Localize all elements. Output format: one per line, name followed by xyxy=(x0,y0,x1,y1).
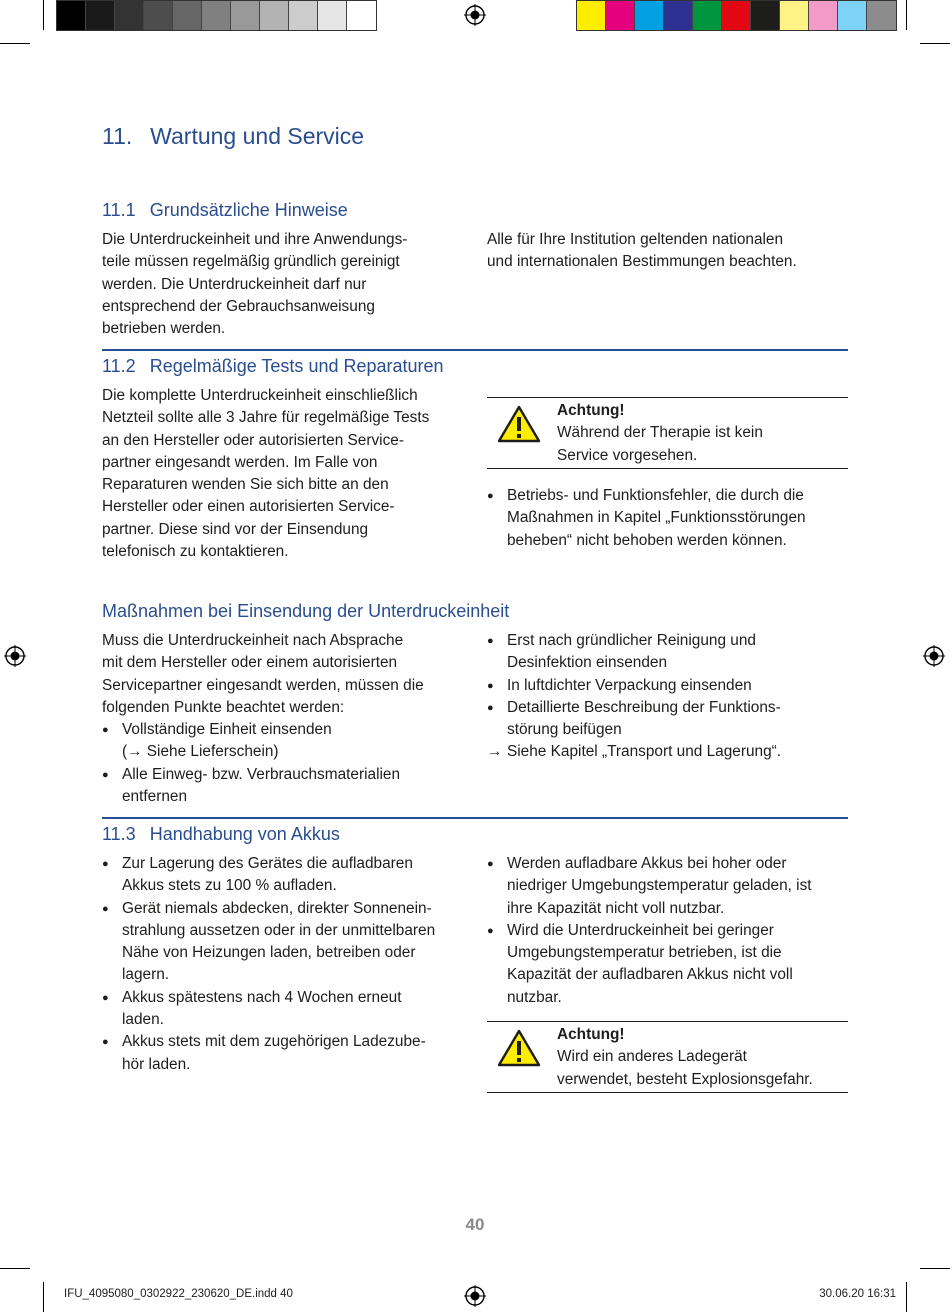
text-line: Nähe von Heizungen laden, betreiben oder xyxy=(122,944,416,962)
color-swatch xyxy=(318,1,347,30)
warning-title: Achtung! xyxy=(557,1026,625,1043)
text-line: verwendet, besteht Explosionsgefahr. xyxy=(557,1070,813,1088)
slug-timestamp: 30.06.20 16:31 xyxy=(819,1288,896,1300)
text-line: ● Akkus stets mit dem zugehörigen Ladezube- xyxy=(122,1033,426,1051)
text-line: und internationalen Bestimmungen beachten. xyxy=(487,253,797,271)
registration-mark-icon xyxy=(4,645,26,667)
section-11-1-right-text xyxy=(487,229,848,274)
color-swatch xyxy=(57,1,86,30)
crop-mark xyxy=(43,1282,44,1312)
text-line: ihre Kapazität nicht voll nutzbar. xyxy=(507,899,725,917)
warning-box xyxy=(487,1021,848,1093)
section-divider xyxy=(102,817,848,819)
list-item xyxy=(487,675,848,697)
color-swatch xyxy=(144,1,173,30)
color-swatch xyxy=(606,1,635,30)
text-line: Umgebungstemperatur betrieben, ist die xyxy=(507,944,782,962)
color-swatch xyxy=(693,1,722,30)
gray-color-bar xyxy=(56,0,377,31)
section-divider xyxy=(102,349,848,351)
registration-mark-icon xyxy=(464,4,486,26)
text-line: Die Unterdruckeinheit und ihre Anwendungs- xyxy=(102,231,408,248)
list-item xyxy=(102,764,477,809)
color-swatch xyxy=(260,1,289,30)
text-line: Alle für Ihre Institution geltenden nationalen xyxy=(487,231,784,248)
color-swatch xyxy=(809,1,838,30)
color-swatch xyxy=(780,1,809,30)
section-heading-11-2: 11.2 Regelmäßige Tests und Reparaturen xyxy=(102,356,444,376)
text-line: telefonisch zu kontaktieren. xyxy=(102,543,289,561)
crop-mark xyxy=(43,0,44,30)
crop-mark xyxy=(920,43,950,44)
list-item xyxy=(102,853,477,898)
crop-mark xyxy=(0,43,30,44)
list-item xyxy=(487,697,848,742)
einsendung-right-bullet-list xyxy=(487,630,848,741)
section-11-2-left-text xyxy=(102,385,477,563)
color-swatch xyxy=(231,1,260,30)
chapter-title: 11. Wartung und Service xyxy=(102,123,365,149)
text-line: Während der Therapie ist kein xyxy=(557,424,763,442)
text-line: ● Akkus spätestens nach 4 Wochen erneut xyxy=(122,988,402,1006)
einsendung-left-column xyxy=(102,630,477,808)
color-swatch xyxy=(722,1,751,30)
text-line: Wird ein anderes Ladegerät xyxy=(557,1048,747,1066)
color-swatch xyxy=(347,1,376,30)
section-heading-11-1: 11.1 Grundsätzliche Hinweise xyxy=(102,200,348,220)
text-line: Muss die Unterdruckeinheit nach Absprache xyxy=(102,632,404,649)
text-line: ● Gerät niemals abdecken, direkter Sonnenein- xyxy=(122,899,432,917)
text-line: teile müssen regelmäßig gründlich gereinigt xyxy=(102,253,400,271)
text-line: Hersteller oder einen autorisierten Service- xyxy=(102,498,395,516)
text-line: betrieben werden. xyxy=(102,320,226,338)
section-heading-11-3: 11.3 Handhabung von Akkus xyxy=(102,824,340,844)
text-line: strahlung aussetzen oder in der unmittelbaren xyxy=(122,921,436,939)
list-item xyxy=(487,920,848,1009)
text-line: ● Zur Lagerung des Gerätes die aufladbaren xyxy=(122,855,413,872)
text-line: ● Wird die Unterdruckeinheit bei geringer xyxy=(507,921,774,939)
text-line: ● Alle Einweg- bzw. Verbrauchsmaterialien xyxy=(122,765,401,783)
text-line: entfernen xyxy=(122,788,188,806)
list-item xyxy=(102,898,477,987)
crop-mark xyxy=(906,0,907,30)
arrow-right-icon: → xyxy=(487,743,503,761)
text-line: ● Detaillierte Beschreibung der Funktions- xyxy=(507,698,781,716)
crop-mark xyxy=(920,1268,950,1269)
text-line: ● In luftdichter Verpackung einsenden xyxy=(507,676,752,694)
text-line: ● Betriebs- und Funktionsfehler, die durch die xyxy=(507,487,804,504)
text-line: Die komplette Unterdruckeinheit einschließlich xyxy=(102,387,418,404)
warning-text xyxy=(557,400,847,467)
text-line: beheben“ nicht behoben werden können. xyxy=(507,531,787,549)
list-item xyxy=(102,987,477,1032)
section-11-3-right-bullet-list xyxy=(487,853,848,1009)
subsection-heading-einsendung: Maßnahmen bei Einsendung der Unterdruckeinheit xyxy=(102,601,510,621)
text-line: Servicepartner eingesandt werden, müssen die xyxy=(102,676,424,694)
slug-filename: IFU_4095080_0302922_230620_DE.indd 40 xyxy=(64,1288,293,1300)
text-line: ● Werden aufladbare Akkus bei hoher oder xyxy=(507,855,787,872)
warning-triangle-icon xyxy=(497,1028,541,1068)
color-swatch xyxy=(202,1,231,30)
text-line: Netzteil sollte alle 3 Jahre für regelmäßige Tests xyxy=(102,409,430,427)
warning-triangle-icon xyxy=(497,404,541,444)
registration-mark-icon xyxy=(923,645,945,667)
text-line: störung beifügen xyxy=(507,721,622,739)
section-11-2-bullet-list xyxy=(487,485,848,552)
text-line: Reparaturen wenden Sie sich bitte an den xyxy=(102,476,389,494)
text-line: ● Vollständige Einheit einsenden xyxy=(122,721,332,739)
einsendung-left-bullet-list xyxy=(102,719,477,808)
text-line: (→ Siehe Lieferschein) xyxy=(122,743,279,761)
text-line: laden. xyxy=(122,1011,164,1029)
text-line: an den Hersteller oder autorisierten Service- xyxy=(102,431,404,449)
text-line: folgenden Punkte beachtet werden: xyxy=(102,698,345,716)
crop-mark xyxy=(906,1282,907,1312)
color-swatch xyxy=(838,1,867,30)
color-swatch xyxy=(577,1,606,30)
list-item xyxy=(487,485,848,552)
text-line: lagern. xyxy=(122,966,170,984)
color-swatch xyxy=(664,1,693,30)
color-swatch xyxy=(751,1,780,30)
color-swatch xyxy=(635,1,664,30)
section-11-3-left-bullet-list xyxy=(102,853,477,1076)
text-line: hör laden. xyxy=(122,1055,191,1073)
section-11-1-left-text xyxy=(102,229,472,340)
text-line: Maßnahmen in Kapitel „Funktionsstörungen xyxy=(507,509,806,527)
color-swatch xyxy=(173,1,202,30)
color-swatch xyxy=(867,1,896,30)
page-number: 40 xyxy=(465,1215,485,1234)
list-item xyxy=(487,630,848,675)
list-item xyxy=(102,1031,477,1076)
color-swatch xyxy=(86,1,115,30)
warning-text xyxy=(557,1024,847,1091)
warning-title: Achtung! xyxy=(557,402,625,419)
text-line: Service vorgesehen. xyxy=(557,446,698,464)
warning-box xyxy=(487,397,848,469)
crop-mark xyxy=(0,1268,30,1269)
color-swatch xyxy=(115,1,144,30)
text-line: Kapazität der aufladbaren Akkus nicht voll xyxy=(507,966,793,984)
process-color-bar xyxy=(576,0,897,31)
text-line: niedriger Umgebungstemperatur geladen, ist xyxy=(507,877,812,895)
text-line: ● Erst nach gründlicher Reinigung und xyxy=(507,632,756,649)
cross-reference xyxy=(487,741,848,763)
text-line: mit dem Hersteller oder einem autorisierten xyxy=(102,654,398,672)
text-line: Akkus stets zu 100 % aufladen. xyxy=(122,877,337,895)
cross-reference-text: Siehe Kapitel „Transport und Lagerung“. xyxy=(507,743,782,761)
text-line: partner. Diese sind vor der Einsendung xyxy=(102,520,369,538)
text-line: partner eingesandt werden. Im Falle von xyxy=(102,453,378,471)
text-line: werden. Die Unterdruckeinheit darf nur xyxy=(102,275,367,293)
list-item xyxy=(102,719,477,764)
text-line: nutzbar. xyxy=(507,988,562,1006)
text-line: Desinfektion einsenden xyxy=(507,654,668,672)
registration-mark-icon xyxy=(464,1285,486,1307)
einsendung-right-column xyxy=(487,630,848,764)
list-item xyxy=(487,853,848,920)
text-line: entsprechend der Gebrauchsanweisung xyxy=(102,297,375,315)
color-swatch xyxy=(289,1,318,30)
